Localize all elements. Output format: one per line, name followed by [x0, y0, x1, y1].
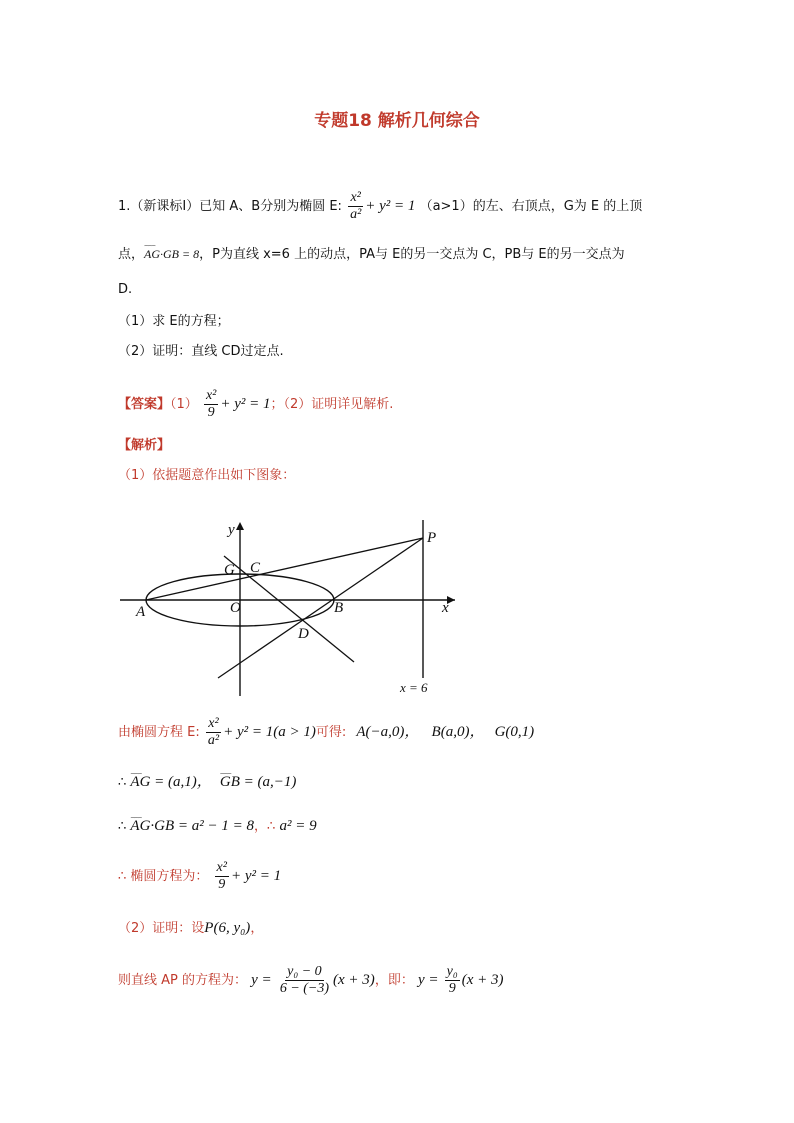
ellipse-condition: （a>1）	[419, 199, 473, 214]
answer-part-2: ；（2）证明详见解析.	[270, 397, 394, 412]
ellipse-fraction: $\frac{\text{x²}}{\text{a²}}$	[350, 190, 362, 222]
label-p: P	[427, 530, 437, 546]
solution-line-3: ∴ ⌢⌢⌢ AG·GB = a² − 1 = 8，∴ a² = 9	[118, 816, 317, 837]
point-g: G(0,1)	[494, 724, 535, 740]
answer-label: 【答案】	[118, 397, 171, 412]
label-b: B	[334, 600, 344, 616]
line-pb	[218, 538, 423, 678]
problem-line-2: 点，⌢⌢⌢ AG·GB = 8，P为直线 x=6 上的动点，PA与 E的另一交点为 C，PB与 E的另一交点为	[118, 244, 625, 265]
slope-fraction: $\frac{\text{y₀ − 0}}{6 - (-3)}$	[279, 964, 330, 996]
solution-line-4: ∴ 椭圆方程为： $\frac{\text{x²}}{9}$ + y² = 1	[118, 860, 282, 892]
dot-product-condition: ⌢⌢⌢ AG·GB = 8	[144, 244, 199, 264]
answer-line: 【答案】（1） $\frac{\text{x²}}{9}$ + y² = 1；（2）证明详见解析.	[118, 388, 394, 420]
point-b: B(a,0)，	[431, 724, 485, 740]
label-o: O	[230, 600, 241, 616]
label-x: x	[442, 600, 449, 616]
dot-product-result: ⌢⌢⌢ AG·GB = a² − 1 = 8	[130, 816, 254, 836]
ellipse-figure	[110, 512, 470, 702]
solution-fraction-4: $\frac{\text{x²}}{9}$	[216, 860, 227, 892]
problem-number: 1.（新课标Ⅰ）	[118, 199, 200, 214]
solution-line-5: （2）证明：设P(6, y₀)，	[118, 920, 264, 936]
question-2: （2）证明：直线 CD过定点.	[118, 344, 284, 359]
label-a: A	[136, 604, 146, 620]
ellipse-equation-tail: + y² = 1	[365, 198, 416, 214]
solution-line-2: ∴ ⌢⌢⌢ AG = (a,1)， ⌢⌢⌢ GB = (a,−1)	[118, 772, 296, 793]
y-axis-arrow	[236, 522, 244, 530]
a-squared-result: a² = 9	[279, 818, 317, 834]
slope-fraction-simplified: $\frac{\text{y₀}}{9}$	[446, 964, 458, 996]
answer-equation-tail: + y² = 1	[220, 396, 271, 412]
problem-line-1-tail: 的左、右顶点，G为 E 的上顶	[472, 199, 643, 214]
label-x-equals-6: x = 6	[400, 680, 428, 695]
problem-line-3: D.	[118, 282, 133, 297]
vector-ag: ⌢⌢⌢ AG = (a,1)，	[130, 772, 211, 792]
solution-line-1: 由椭圆方程 E: $\frac{\text{x²}}{\text{a²}}$ + y² = 1(a > 1)可得: A(−a,0)， B(a,0)， G(0,1)	[118, 716, 535, 748]
question-1: （1）求 E的方程；	[118, 314, 230, 329]
label-y: y	[228, 522, 235, 538]
page-title: 专题18 解析几何综合	[314, 111, 480, 131]
solution-fraction-1: $\frac{\text{x²}}{\text{a²}}$	[207, 716, 220, 748]
vector-gb: ⌢⌢⌢ GB = (a,−1)	[220, 772, 296, 792]
point-p: P(6, y₀)	[204, 920, 251, 936]
label-g: G	[224, 562, 235, 578]
problem-line-1	[118, 190, 642, 223]
answer-fraction: $\frac{\text{x²}}{9}$	[205, 388, 217, 420]
analysis-label: 【解析】	[118, 438, 171, 453]
problem-intro: 已知 A、B分别为椭圆 E:	[199, 199, 342, 214]
analysis-step-1: （1）依据题意作出如下图象：	[118, 468, 296, 483]
line-pa	[146, 538, 423, 600]
solution-line-6: 则直线 AP 的方程为： y = $\frac{\text{y₀ − 0}}{6 - (-3)}$ (x + 3)，即： y = $\frac{\text{y₀}}{9}$ (x + 3)	[118, 964, 504, 996]
point-a: A(−a,0)，	[356, 724, 420, 740]
label-c: C	[250, 560, 261, 576]
label-d: D	[298, 626, 309, 642]
